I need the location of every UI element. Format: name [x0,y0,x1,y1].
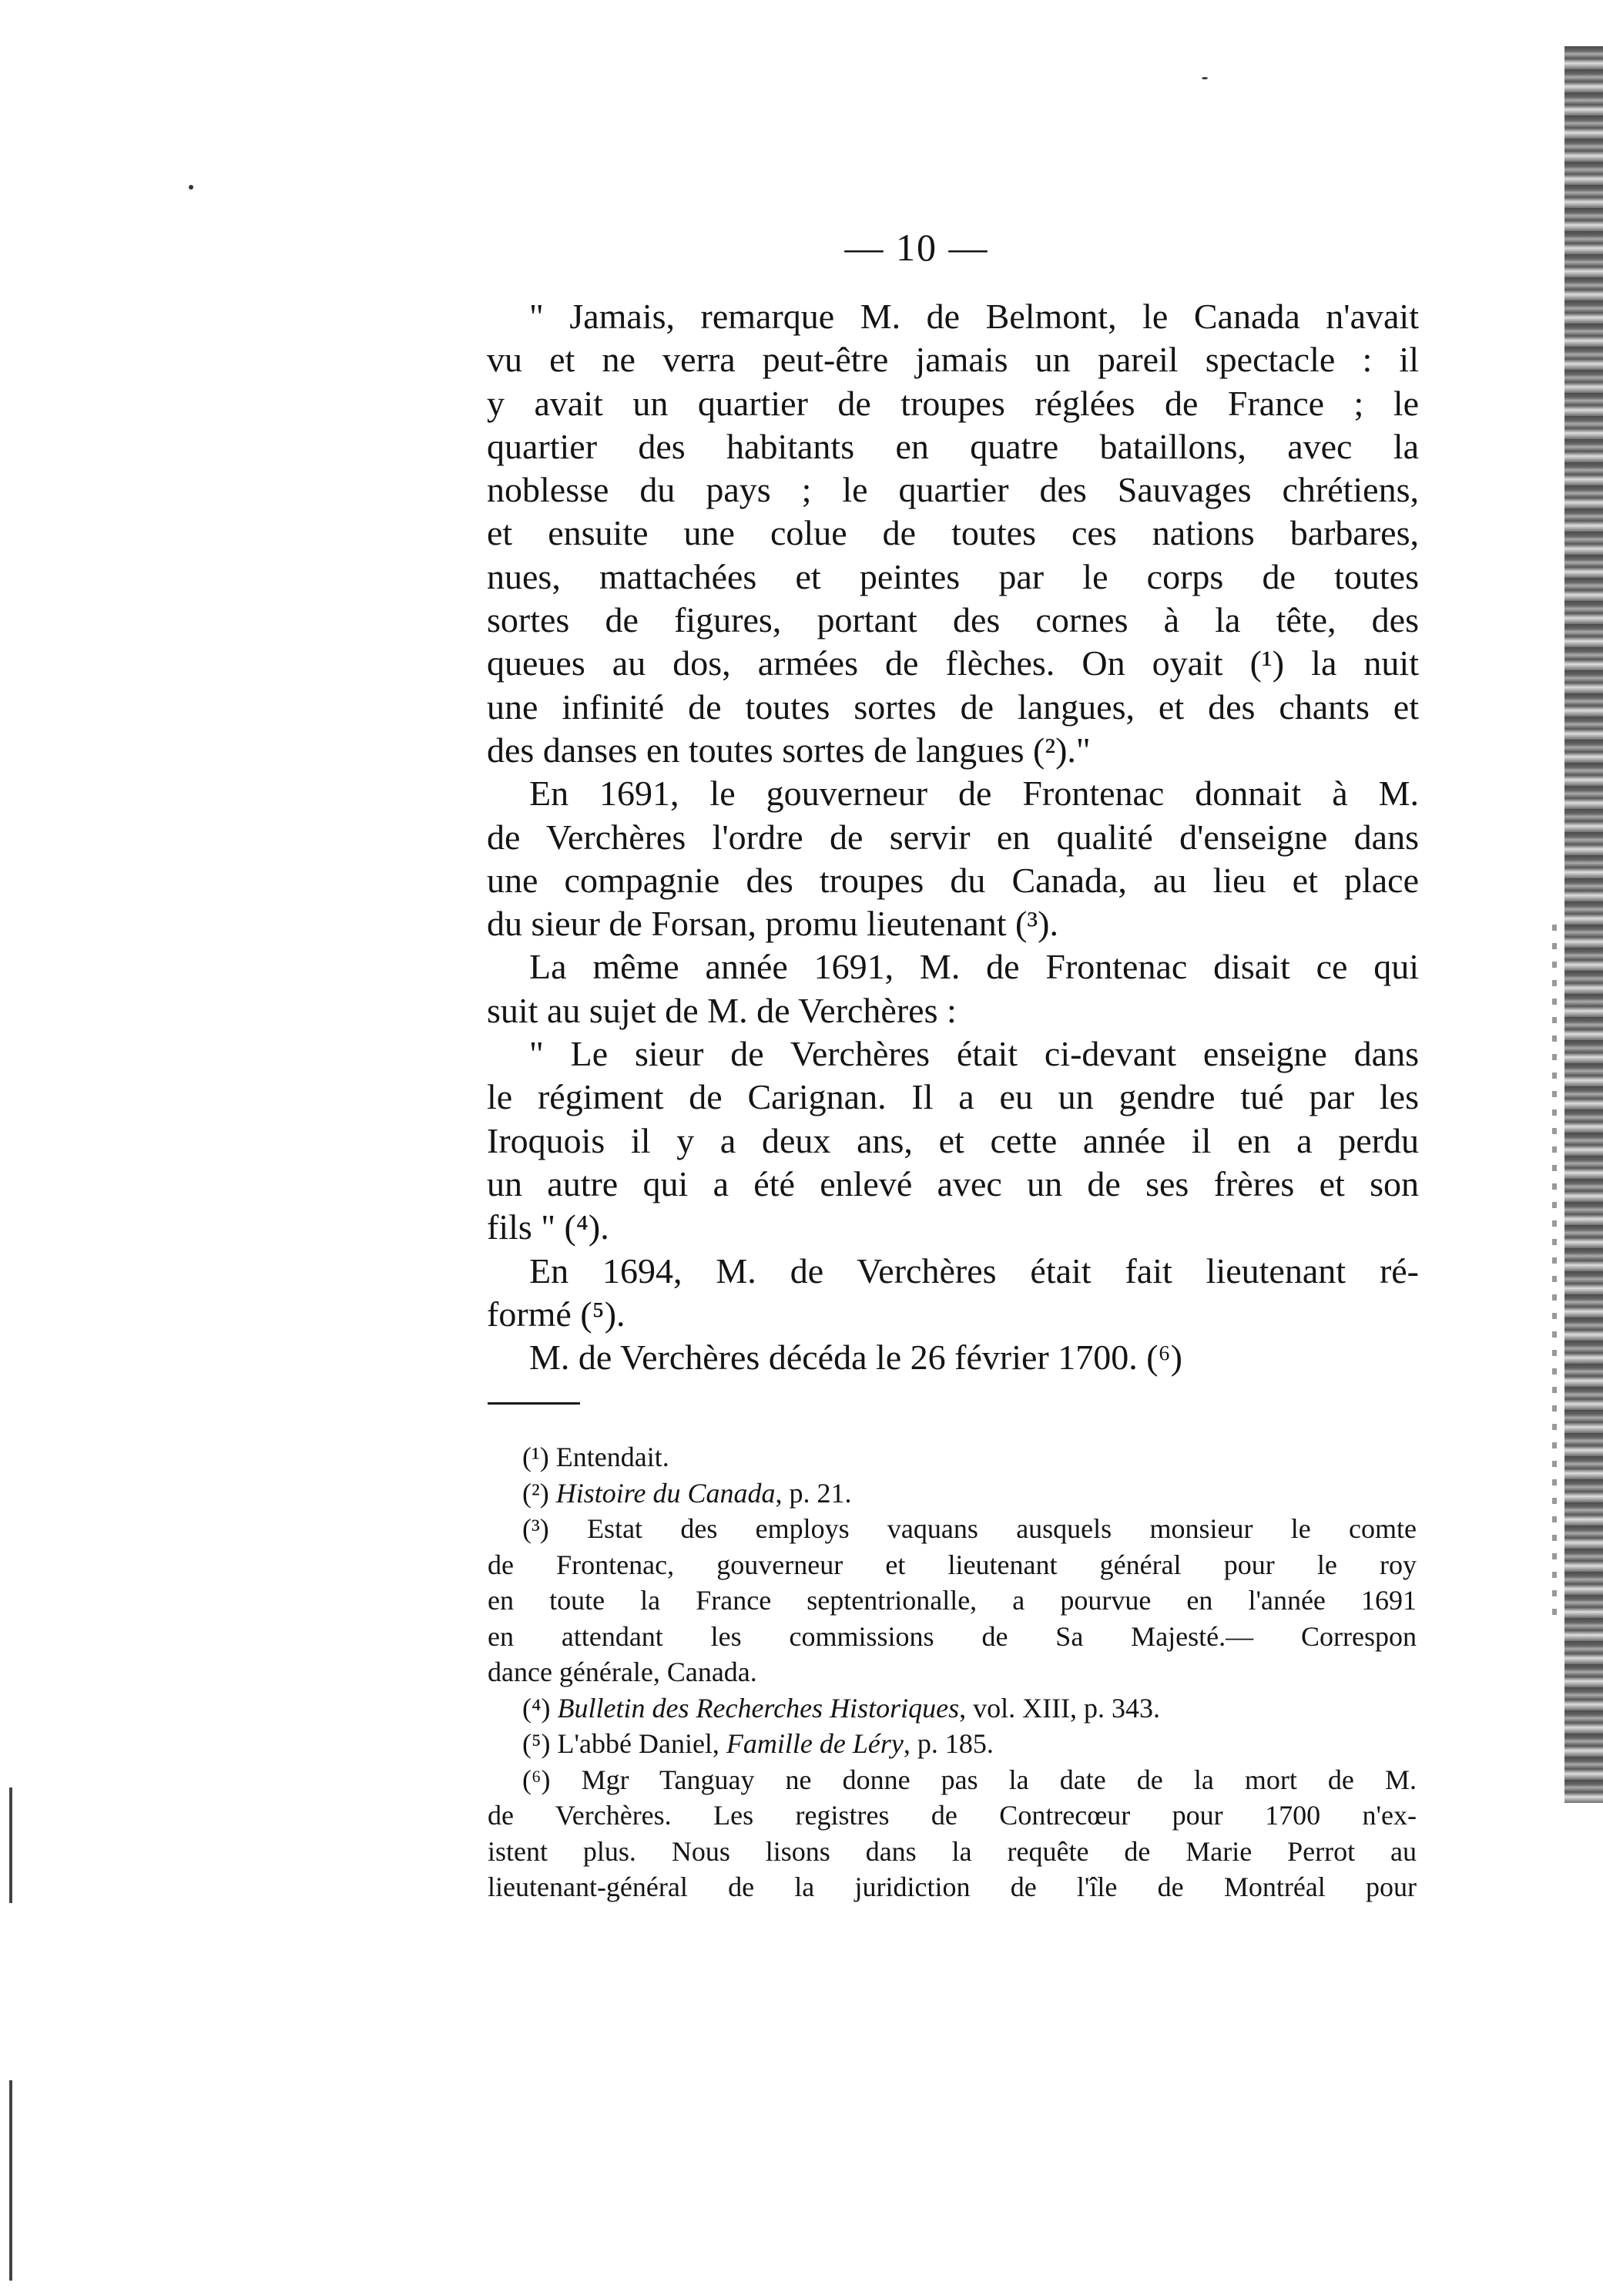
body-line: " Jamais, remarque M. de Belmont, le Canada n'avait [529,297,1419,336]
footnote-line [488,1726,1417,1762]
footnote-line [488,1619,1417,1655]
body-line: noblesse du pays ; le quartier des Sauvages chrétiens, [487,470,1419,510]
footnote-reference: , p. 21. [775,1477,852,1509]
scan-left-mark [9,1787,12,1903]
body-line: quartier des habitants en quatre bataillons, avec la [487,426,1419,466]
footnote-text: (⁴) [522,1692,558,1724]
scan-edge-artifact [1564,46,1603,1803]
body-line: une compagnie des troupes du Canada, au lieu et place [487,860,1419,900]
footnote-title: Famille de Léry [726,1728,904,1759]
footnote-line [488,1511,1417,1547]
body-line: de Verchères l'ordre de servir en qualité d'enseigne dans [487,817,1419,857]
footnote-text: en attendant les commissions de Sa Majesté.— Correspon [488,1620,1417,1652]
body-line: queues au dos, armées de flèches. On oyait (¹) la nuit [487,643,1419,683]
footnote-title: Bulletin des Recherches Historiques [557,1692,960,1724]
body-line: formé (⁵). [487,1294,625,1334]
body-line: et ensuite une colue de toutes ces nations barbares, [487,513,1419,553]
footnote-text: dance générale, Canada. [488,1657,757,1687]
footnote-text: (⁵) L'abbé Daniel, [522,1728,726,1759]
body-line: Iroquois il y a deux ans, et cette année il en a perdu [487,1120,1419,1160]
footnote-text: de Verchères. Les registres de Contrecœur pour 1700 n'ex- [488,1800,1417,1831]
footnote-line [488,1654,1417,1690]
footnote-title: Histoire du Canada [555,1477,776,1509]
footnote-text: (³) Estat des employs vaquans ausquels monsieur le comte [522,1513,1417,1544]
footnote-line [488,1547,1417,1583]
footnote-line [488,1834,1417,1870]
body-line: un autre qui a été enlevé avec un de ses frères et son [487,1163,1419,1203]
scan-edge-artifact-thin [1552,925,1557,1618]
footnote-line [488,1798,1417,1834]
footnote-line [488,1869,1417,1905]
footnote-line [488,1762,1417,1798]
body-line: fils " (⁴). [487,1207,609,1247]
footnote-line [488,1690,1417,1727]
footnote-line [488,1475,1417,1512]
footnote-text: de Frontenac, gouverneur et lieutenant général pour le roy [488,1549,1417,1580]
body-line: une infinité de toutes sortes de langues, et des chants et [487,686,1419,727]
body-line: En 1691, le gouverneur de Frontenac donnait à M. [529,774,1419,814]
page-number: — 10 — [844,226,989,269]
scan-left-mark [9,2080,12,2281]
body-line: La même année 1691, M. de Frontenac disait ce qui [529,947,1419,987]
footnote-text: lieutenant-général de la juridiction de l'île de Montréal pour [488,1871,1417,1902]
scan-speck [1202,77,1208,79]
body-line: sortes de figures, portant des cornes à la tête, des [487,600,1419,640]
footnote-reference: , p. 185. [903,1728,994,1759]
body-line: vu et ne verra peut-être jamais un pareil spectacle : il [487,340,1419,380]
scan-speck [189,185,193,190]
footnote-text: (¹) Entendait. [522,1442,669,1472]
footnote-text: (⁶) Mgr Tanguay ne donne pas la date de la mort de M. [522,1764,1417,1795]
body-line: y avait un quartier de troupes réglées de France ; le [487,383,1419,423]
footnote-line [488,1439,1417,1475]
body-line: le régiment de Carignan. Il a eu un gendre tué par les [487,1077,1419,1117]
footnotes [488,1439,1417,1905]
body-line: nues, mattachées et peintes par le corps de toutes [487,556,1419,596]
footnote-text: istent plus. Nous lisons dans la requête de Marie Perrot au [488,1835,1417,1867]
footnote-line [488,1583,1417,1619]
footnote-text: en toute la France septentrionalle, a pourvue en l'année 1691 [488,1585,1417,1616]
footnote-rule [488,1402,580,1405]
footnote-text: (²) [522,1477,556,1509]
body-line: du sieur de Forsan, promu lieutenant (³). [487,904,1058,944]
body-line: " Le sieur de Verchères était ci-devant enseigne dans [529,1034,1419,1074]
body-line: En 1694, M. de Verchères était fait lieutenant ré- [529,1250,1419,1291]
body-line: suit au sujet de M. de Verchères : [487,990,957,1030]
footnote-reference: , vol. XIII, p. 343. [959,1692,1161,1724]
body-text [487,295,1419,1379]
body-line: M. de Verchères décéda le 26 février 1700. (⁶) [529,1338,1182,1378]
body-line: des danses en toutes sortes de langues (²)." [487,730,1091,770]
